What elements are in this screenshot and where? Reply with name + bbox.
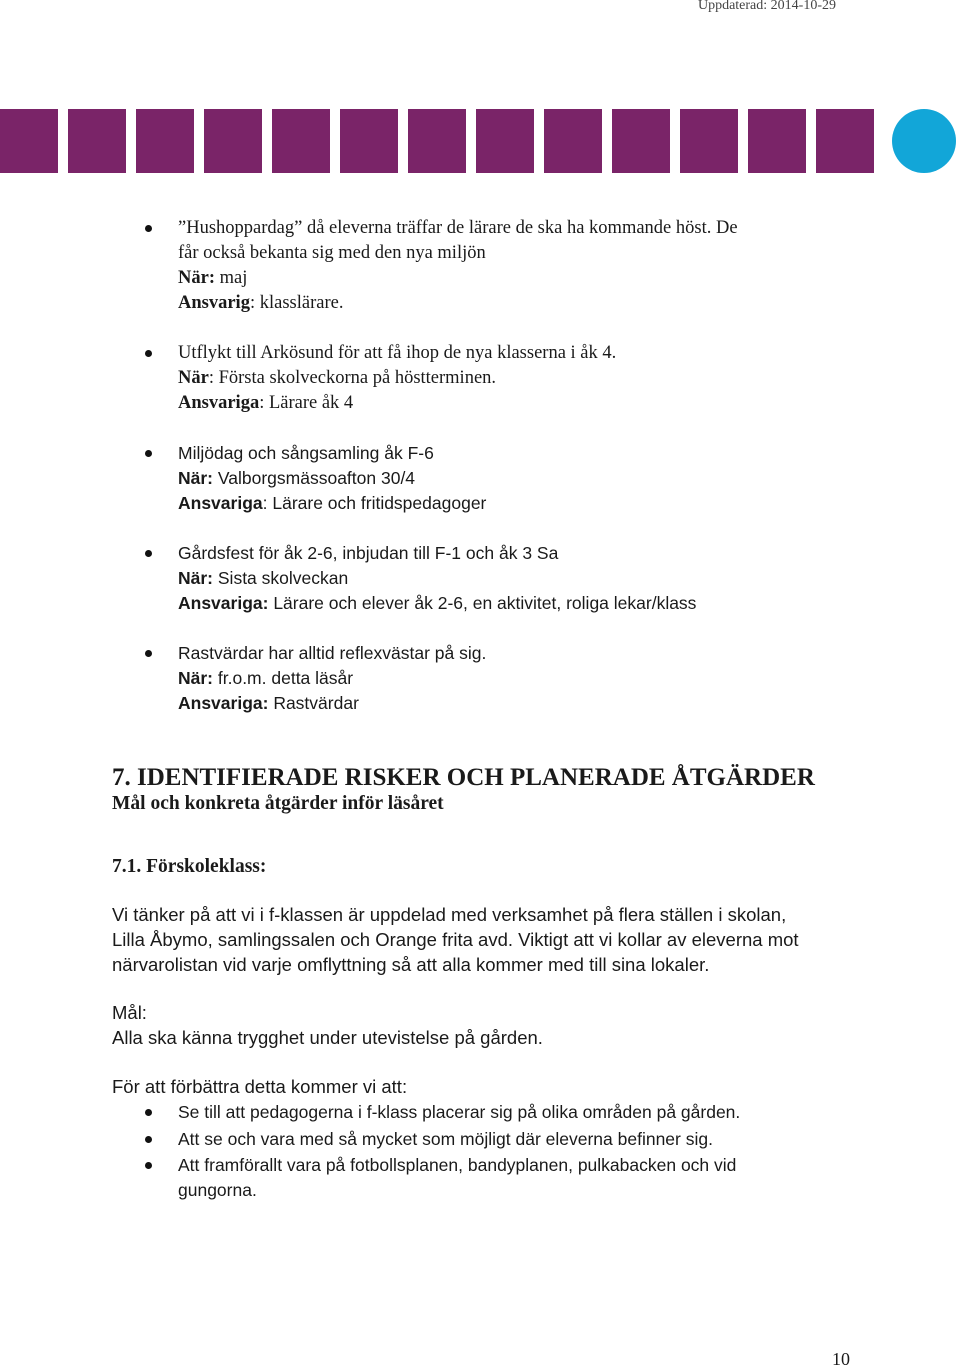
- action-item: [178, 1153, 736, 1203]
- when-label: När:: [178, 668, 214, 688]
- responsible-label: Ansvariga: [178, 493, 263, 513]
- responsible-label: Ansvariga: [178, 393, 260, 413]
- responsible-value: : Lärare och fritidspedagoger: [262, 493, 487, 513]
- item-title: Gårdsfest för åk 2-6, inbjudan till F-1 och åk 3 Sa: [178, 543, 559, 563]
- when-value: maj: [214, 268, 248, 288]
- paragraph-line: Lilla Åbymo, samlingssalen och Orange frita avd. Viktigt att vi kollar av eleverna mot: [112, 929, 799, 950]
- action-text-cont: gungorna.: [178, 1180, 257, 1200]
- updated-date: Uppdaterad: 2014-10-29: [697, 0, 836, 13]
- banner-square: [748, 109, 806, 173]
- goal-label: Mål:: [112, 1002, 147, 1023]
- responsible-label: Ansvariga:: [178, 593, 269, 613]
- paragraph-line: närvarolistan vid varje omflyttning så att alla kommer med till sina lokaler.: [112, 954, 710, 975]
- banner-square: [0, 109, 58, 173]
- when-value: Sista skolveckan: [213, 568, 349, 588]
- responsible-value: : klasslärare.: [249, 293, 344, 313]
- bullet-icon: [145, 550, 152, 557]
- responsible-value: Rastvärdar: [268, 693, 359, 713]
- bullet-icon: [145, 650, 152, 657]
- banner-square: [680, 109, 738, 173]
- item-responsible: [178, 491, 486, 516]
- when-label: När:: [178, 268, 215, 288]
- responsible-label: Ansvarig: [178, 293, 250, 313]
- goal-text: Alla ska känna trygghet under utevistelse på gården.: [112, 1027, 543, 1048]
- item-title: Utflykt till Arkösund för att få ihop de nya klasserna i åk 4.: [178, 343, 617, 363]
- list-item-utflykt: [178, 341, 616, 416]
- banner-circle: [892, 109, 956, 173]
- list-item-gardsfest: [178, 541, 696, 616]
- action-text: Se till att pedagogerna i f-klass placerar sig på olika områden på gården.: [178, 1102, 741, 1122]
- banner-square: [204, 109, 262, 173]
- when-value: Valborgsmässoafton 30/4: [213, 468, 416, 488]
- banner-square: [816, 109, 874, 173]
- item-title: Miljödag och sångsamling åk F-6: [178, 443, 434, 463]
- when-label: När: [178, 368, 209, 388]
- banner-square: [136, 109, 194, 173]
- item-when: [178, 366, 616, 391]
- when-value: : Första skolveckorna på höstterminen.: [208, 368, 497, 388]
- responsible-value: : Lärare åk 4: [259, 393, 354, 413]
- banner-square: [612, 109, 670, 173]
- list-item-rastvardar: [178, 641, 486, 716]
- responsible-label: Ansvariga:: [178, 693, 269, 713]
- paragraph-forskoleklass: [112, 902, 872, 977]
- item-when: [178, 566, 696, 591]
- item-when: [178, 266, 738, 291]
- item-responsible: [178, 391, 616, 416]
- bullet-icon: [145, 450, 152, 457]
- action-text: Att se och vara med så mycket som möjligt där eleverna befinner sig.: [178, 1129, 713, 1149]
- responsible-value: Lärare och elever åk 2-6, en aktivitet, roliga lekar/klass: [268, 593, 697, 613]
- banner-square: [408, 109, 466, 173]
- item-responsible: [178, 691, 486, 716]
- action-text: Att framförallt vara på fotbollsplanen, bandyplanen, pulkabacken och vid: [178, 1155, 737, 1175]
- banner-square: [476, 109, 534, 173]
- section-heading: 7. IDENTIFIERADE RISKER OCH PLANERADE ÅTGÄRDER: [112, 764, 815, 791]
- decorative-banner: [0, 109, 960, 173]
- banner-square: [340, 109, 398, 173]
- item-when: [178, 466, 486, 491]
- banner-square: [544, 109, 602, 173]
- page-number: 10: [832, 1349, 850, 1369]
- improve-label-text: För att förbättra detta kommer vi att:: [112, 1076, 408, 1097]
- section-subheading: Mål och konkreta åtgärder inför läsåret: [112, 793, 444, 814]
- banner-square: [272, 109, 330, 173]
- list-item-hushoppardag: [178, 216, 738, 316]
- when-label: När:: [178, 568, 214, 588]
- bullet-icon: [145, 350, 152, 357]
- improve-label: [112, 1074, 872, 1099]
- action-item: [178, 1127, 713, 1152]
- when-label: När:: [178, 468, 214, 488]
- item-title-cont: får också bekanta sig med den nya miljön: [178, 243, 486, 263]
- banner-square: [68, 109, 126, 173]
- item-responsible: [178, 291, 738, 316]
- item-title: Rastvärdar har alltid reflexvästar på sig.: [178, 643, 487, 663]
- item-when: [178, 666, 486, 691]
- item-responsible: [178, 591, 696, 616]
- bullet-icon: [145, 1136, 152, 1143]
- bullet-icon: [145, 1109, 152, 1116]
- paragraph-line: Vi tänker på att vi i f-klassen är uppdelad med verksamhet på flera ställen i skolan,: [112, 904, 787, 925]
- goal-block: [112, 1000, 872, 1050]
- list-item-miljodag: [178, 441, 486, 516]
- action-item: [178, 1100, 740, 1125]
- bullet-icon: [145, 1162, 152, 1169]
- when-value: fr.o.m. detta läsår: [213, 668, 354, 688]
- item-title: ”Hushoppardag” då eleverna träffar de lärare de ska ha kommande höst. De: [178, 218, 738, 238]
- subsection-heading: 7.1. Förskoleklass:: [112, 856, 267, 877]
- bullet-icon: [145, 225, 152, 232]
